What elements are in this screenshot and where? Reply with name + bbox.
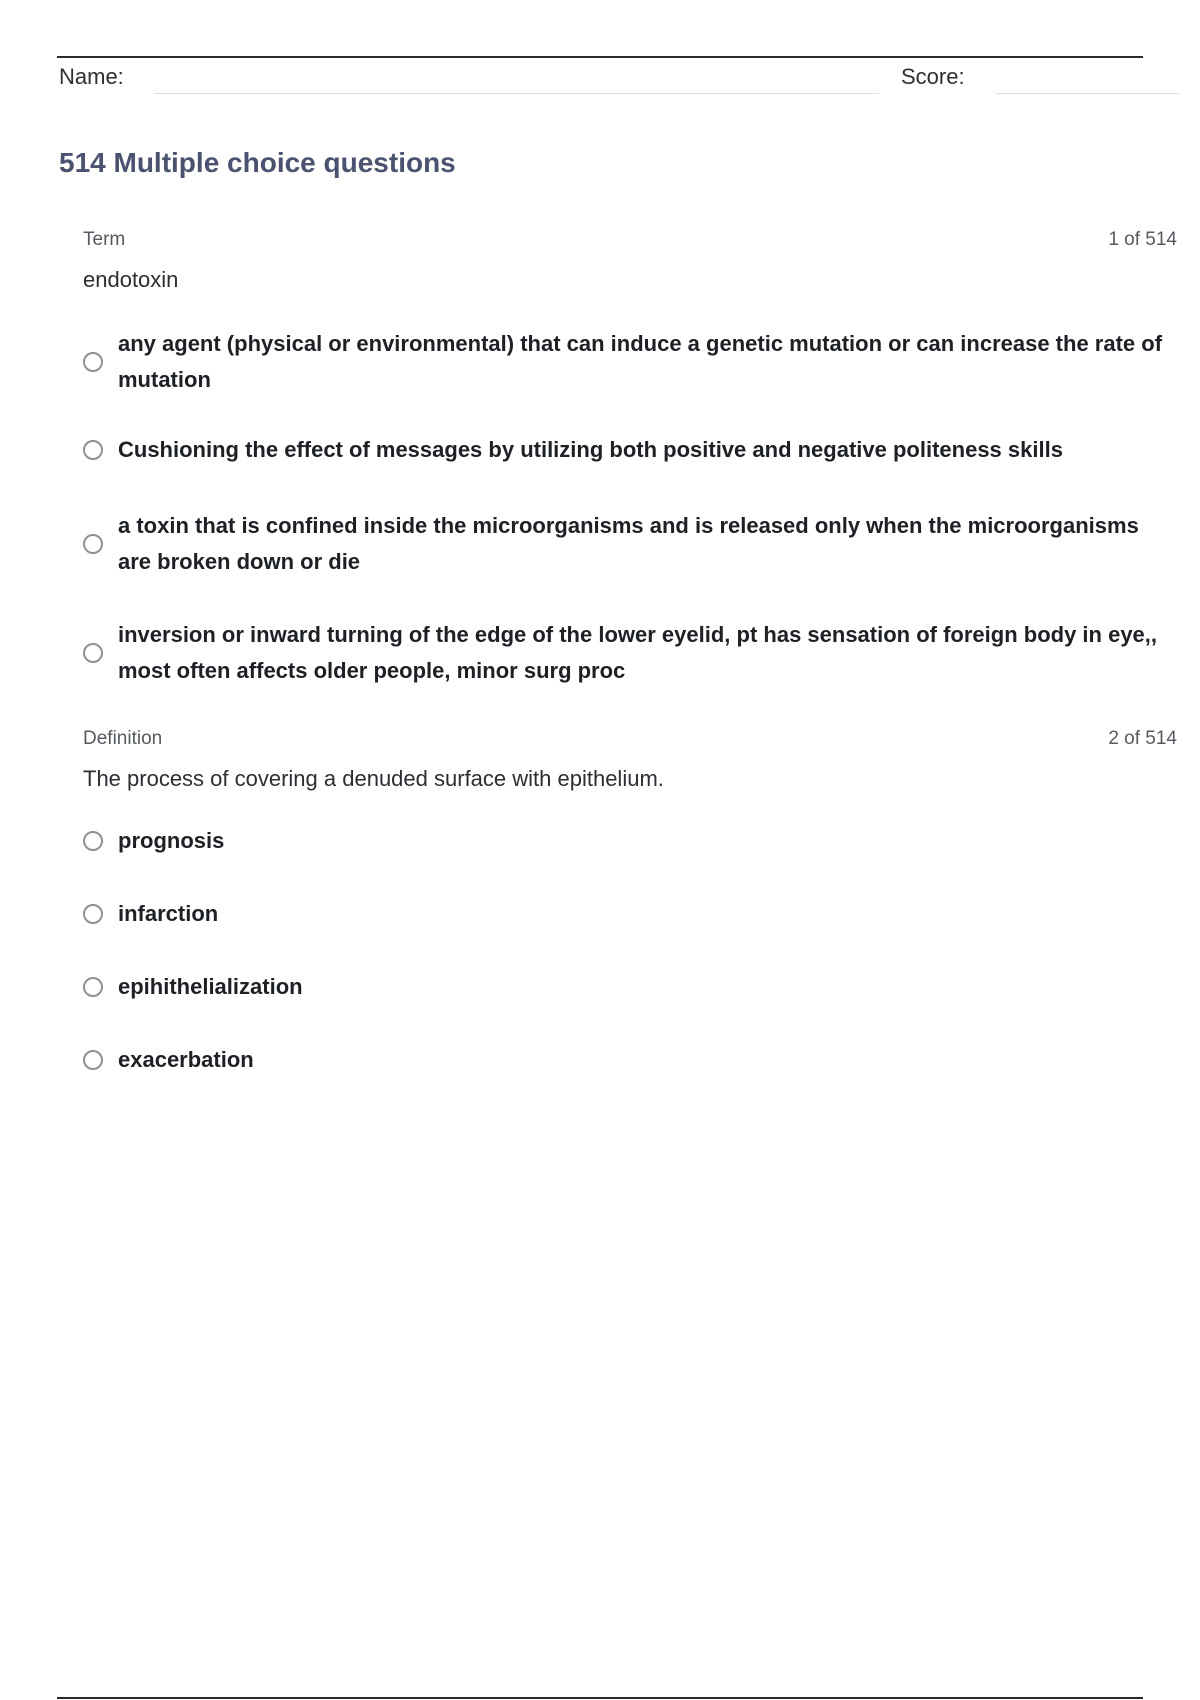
name-field[interactable] <box>154 93 879 94</box>
question-kind: Term <box>83 229 126 250</box>
radio-icon[interactable] <box>83 440 103 460</box>
radio-icon[interactable] <box>83 534 103 554</box>
answer-option[interactable] <box>83 508 1177 580</box>
radio-icon[interactable] <box>83 1050 103 1070</box>
top-rule <box>57 56 1143 58</box>
header-row <box>59 60 1179 100</box>
answer-option[interactable] <box>83 617 1177 689</box>
bottom-rule <box>57 1697 1143 1699</box>
name-label: Name: <box>59 64 124 89</box>
radio-icon[interactable] <box>83 643 103 663</box>
answer-option-text: a toxin that is confined inside the microorganisms and is released only when the microorganisms are broken down or die <box>118 513 1139 574</box>
radio-icon[interactable] <box>83 904 103 924</box>
score-field[interactable] <box>996 93 1179 94</box>
radio-icon[interactable] <box>83 977 103 997</box>
question-kind: Definition <box>83 728 163 749</box>
answer-option[interactable] <box>83 326 1177 398</box>
radio-icon[interactable] <box>83 352 103 372</box>
answer-option[interactable] <box>83 823 1177 859</box>
answer-option-text: prognosis <box>118 828 225 853</box>
answer-option[interactable] <box>83 432 1177 468</box>
answer-option-text: exacerbation <box>118 1047 254 1072</box>
answer-option-text: epihithelialization <box>118 974 303 999</box>
answer-option[interactable] <box>83 896 1177 932</box>
question-prompt: The process of covering a denuded surface with epithelium. <box>83 766 664 791</box>
answer-option-text: any agent (physical or environmental) that can induce a genetic mutation or can increase the rate of mutation <box>118 331 1163 392</box>
score-label: Score: <box>901 64 965 89</box>
question-prompt: endotoxin <box>83 267 179 292</box>
answer-option[interactable] <box>83 1042 1177 1078</box>
question-counter: 1 of 514 <box>1108 229 1177 250</box>
page-title: 514 Multiple choice questions <box>59 147 456 178</box>
answer-option-text: infarction <box>118 901 219 926</box>
answer-option[interactable] <box>83 969 1177 1005</box>
answer-option-text: inversion or inward turning of the edge of the lower eyelid, pt has sensation of foreign body in eye,, most often affects older people, minor surg proc <box>118 622 1158 683</box>
radio-icon[interactable] <box>83 831 103 851</box>
answer-option-text: Cushioning the effect of messages by utilizing both positive and negative politeness skills <box>118 437 1063 462</box>
question-counter: 2 of 514 <box>1108 728 1177 749</box>
